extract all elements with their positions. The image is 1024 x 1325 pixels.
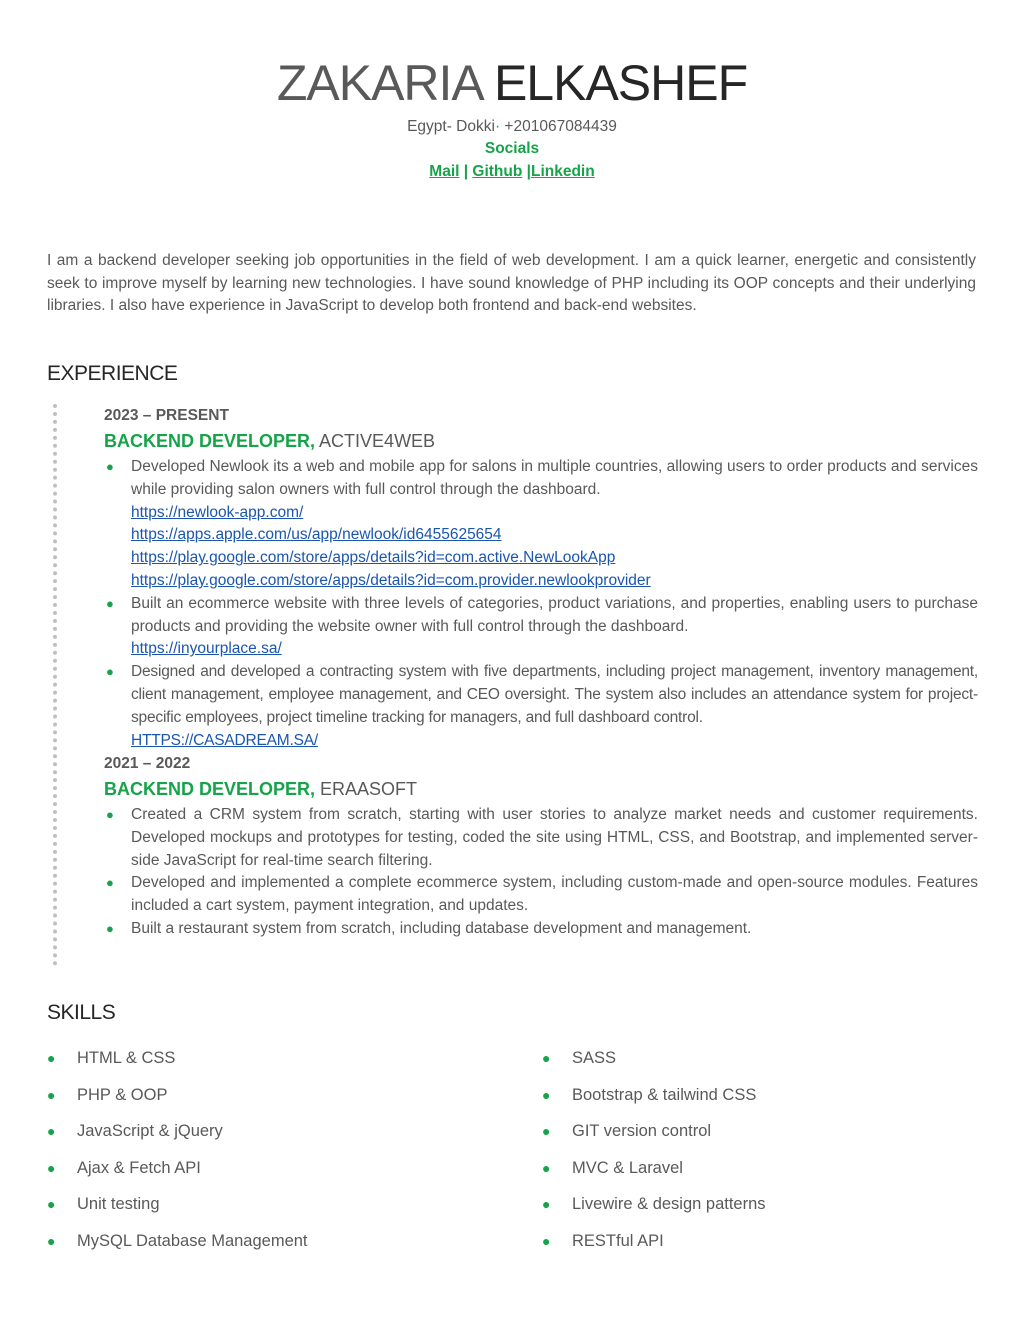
job-date: 2023 – PRESENT xyxy=(104,407,229,424)
socials-title: Socials xyxy=(484,140,540,157)
link-separator: | xyxy=(459,163,473,180)
mail-link[interactable]: Mail xyxy=(429,163,460,180)
summary-paragraph: I am a backend developer seeking job opportunities in the field of web development. I am a quick learner, energetic and consistently seek to improve myself by learning new technologies. I have sound knowledge of PHP including its OOP concepts and their underlying libraries. I also have experience in JavaScript to develop both frontend and back-end websites. xyxy=(47,252,976,314)
bullet-icon: ● xyxy=(106,920,114,936)
skill-label: GIT version control xyxy=(572,1122,712,1140)
bullet-icon: ● xyxy=(106,875,114,891)
bullet-text: Designed and developed a contracting system with five departments, including project management, inventory management, client management, employee management, and CEO oversight. The system also includes an attendance system for project-specific employees, project timeline tracking for managers, and full dashboard control. xyxy=(131,663,978,726)
job-company: ACTIVE4WEB xyxy=(315,431,436,451)
bullet-text: Created a CRM system from scratch, starting with user stories to analyze market needs and customer requirements. Developed mockups and prototypes for testing, coded the site using HTML, CSS, and Bootstrap, and implemented server-side JavaScript for real-time search filtering. xyxy=(131,806,978,869)
skill-label: SASS xyxy=(572,1049,617,1067)
bullet-icon: ● xyxy=(106,459,114,474)
bullet-icon: ● xyxy=(542,1232,551,1249)
bullet-icon: ● xyxy=(542,1123,551,1139)
bullet-text: Developed and implemented a complete ecommerce system, including custom-made and open-source modules. Features included a cart system, payment integration, and updates. xyxy=(131,874,978,915)
skills-heading: SKILLS xyxy=(47,1001,116,1024)
bullet-icon: ● xyxy=(542,1196,551,1212)
project-link[interactable]: https://newlook-app.com/ xyxy=(131,503,304,521)
bullet-text: Built an ecommerce website with three levels of categories, product variations, and properties, enabling users to purchase products and providing the website owner with full control through the dashboard. xyxy=(131,594,978,635)
bullet-icon: ● xyxy=(47,1123,56,1139)
job-role: BACKEND DEVELOPER, xyxy=(104,779,316,799)
job-role: BACKEND DEVELOPER, xyxy=(104,431,316,451)
skill-item xyxy=(542,1120,1002,1157)
skill-label: PHP & OOP xyxy=(77,1085,168,1104)
skill-item xyxy=(542,1193,1002,1230)
social-links xyxy=(0,160,1024,184)
bullet-icon: ● xyxy=(47,1196,56,1212)
project-link[interactable]: https://apps.apple.com/us/app/newlook/id6455625654 xyxy=(131,526,502,544)
bullet-text: Developed Newlook its a web and mobile app for salons in multiple countries, allowing users to order products and services while providing salon owners with full control through the dashboard. xyxy=(131,458,978,498)
skill-item xyxy=(542,1084,1002,1121)
skill-label: Bootstrap & tailwind CSS xyxy=(572,1085,757,1104)
resume-header xyxy=(0,52,1024,184)
job-date: 2021 – 2022 xyxy=(104,755,191,772)
job-bullet-list xyxy=(104,804,978,941)
project-link[interactable]: https://inyourplace.sa/ xyxy=(131,640,282,658)
skill-label: HTML & CSS xyxy=(77,1049,176,1067)
job-title xyxy=(104,776,978,802)
bullet-icon: ● xyxy=(106,664,114,680)
list-item xyxy=(104,593,978,661)
contact-line xyxy=(0,116,1024,138)
list-item xyxy=(104,918,978,941)
job-entry-active4web xyxy=(104,405,978,752)
bullet-text: Built a restaurant system from scratch, including database development and management. xyxy=(131,919,752,937)
skill-label: Livewire & design patterns xyxy=(572,1195,766,1213)
project-link[interactable]: https://play.google.com/store/apps/details?id=com.provider.newlookprovider xyxy=(131,571,651,589)
candidate-name xyxy=(0,52,1024,114)
skills-column-right xyxy=(542,1047,1002,1266)
skill-item xyxy=(47,1230,507,1267)
skill-item xyxy=(47,1157,507,1194)
list-item xyxy=(104,872,978,918)
job-bullet-list xyxy=(104,456,978,752)
skill-item xyxy=(542,1047,1002,1084)
job-company: ERAASOFT xyxy=(315,779,418,799)
skill-item xyxy=(47,1120,507,1157)
bullet-icon: ● xyxy=(542,1159,551,1176)
skill-label: Ajax & Fetch API xyxy=(77,1158,201,1177)
bullet-icon: ● xyxy=(47,1086,56,1103)
list-item xyxy=(104,456,978,593)
skill-label: MVC & Laravel xyxy=(572,1158,683,1177)
first-name: ZAKARIA xyxy=(276,55,482,111)
skill-item xyxy=(47,1193,507,1230)
job-entry-eraasoft xyxy=(104,753,978,941)
bullet-icon: ● xyxy=(106,595,114,611)
skill-label: RESTful API xyxy=(572,1231,664,1250)
skill-label: Unit testing xyxy=(77,1195,160,1213)
link-separator: | xyxy=(522,163,531,180)
bullet-icon: ● xyxy=(542,1086,551,1103)
skill-label: MySQL Database Management xyxy=(77,1231,308,1250)
skill-label: JavaScript & jQuery xyxy=(77,1122,223,1140)
bullet-icon: ● xyxy=(106,807,114,822)
skill-item xyxy=(47,1084,507,1121)
separator-dot: · xyxy=(494,118,501,135)
bullet-icon: ● xyxy=(542,1050,551,1066)
list-item xyxy=(104,804,978,872)
location: Egypt- Dokki xyxy=(407,118,495,135)
job-title xyxy=(104,428,978,454)
skill-item xyxy=(542,1157,1002,1194)
github-link[interactable]: Github xyxy=(472,163,523,180)
project-link[interactable]: HTTPS://CASADREAM.SA/ xyxy=(131,731,318,749)
phone-number: +201067084439 xyxy=(504,118,617,135)
project-link[interactable]: https://play.google.com/store/apps/details?id=com.active.NewLookApp xyxy=(131,549,616,567)
skill-item xyxy=(542,1230,1002,1267)
bullet-icon: ● xyxy=(47,1159,56,1176)
experience-heading: EXPERIENCE xyxy=(47,362,178,385)
last-name: ELKASHEF xyxy=(493,55,748,111)
linkedin-link[interactable]: Linkedin xyxy=(530,163,595,180)
timeline-divider xyxy=(53,404,57,966)
bullet-icon: ● xyxy=(47,1050,56,1066)
skills-column-left xyxy=(47,1047,507,1266)
skill-item xyxy=(47,1047,507,1084)
bullet-icon: ● xyxy=(47,1232,56,1249)
list-item xyxy=(104,661,978,752)
